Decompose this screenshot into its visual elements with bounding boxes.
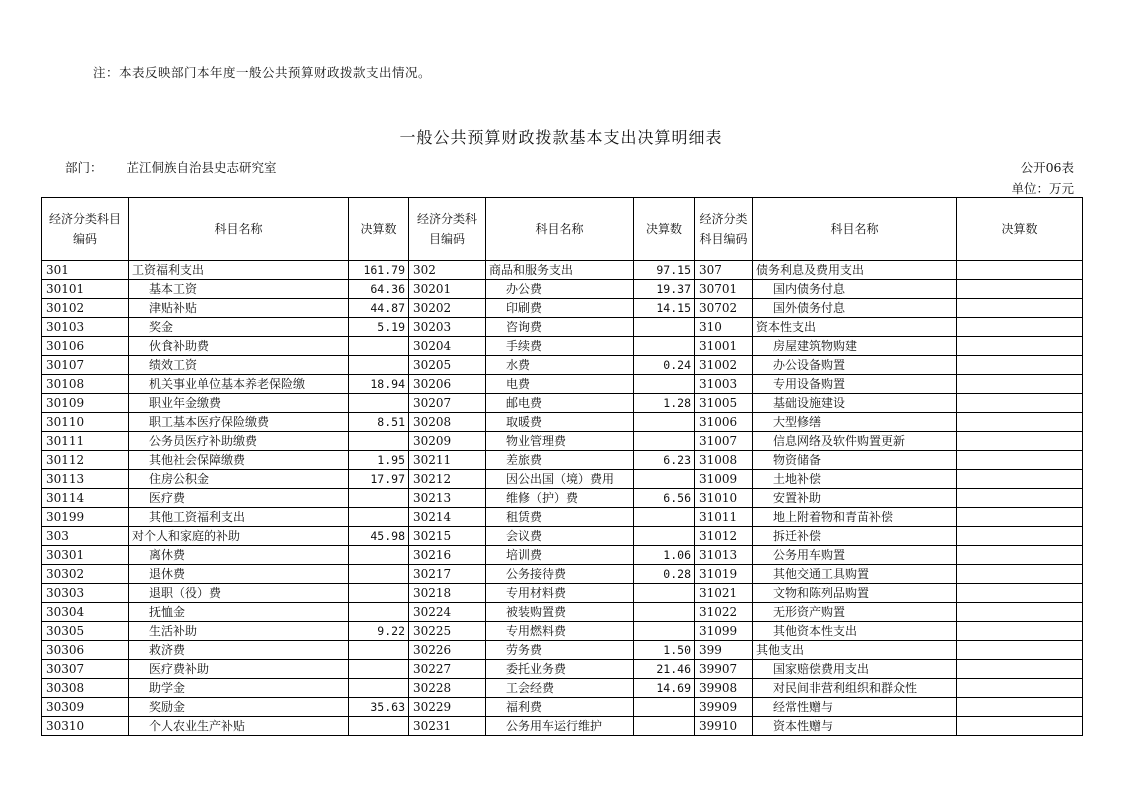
cell-code: 30218 xyxy=(409,584,486,603)
cell-amount: 8.51 xyxy=(349,413,409,432)
cell-code: 30305 xyxy=(42,622,129,641)
cell-amount xyxy=(957,546,1083,565)
header-code-left: 经济分类科目编码 xyxy=(42,198,129,261)
cell-code: 30214 xyxy=(409,508,486,527)
cell-code: 30215 xyxy=(409,527,486,546)
cell-amount: 1.06 xyxy=(634,546,695,565)
cell-name: 安置补助 xyxy=(753,489,957,508)
expenditure-table xyxy=(41,197,1083,736)
cell-amount xyxy=(957,603,1083,622)
cell-code: 31019 xyxy=(695,565,753,584)
cell-name: 国内债务付息 xyxy=(753,280,957,299)
cell-amount: 45.98 xyxy=(349,527,409,546)
table-note: 注：本表反映部门本年度一般公共预算财政拨款支出情况。 xyxy=(93,65,432,80)
table-row xyxy=(42,565,1083,584)
cell-amount xyxy=(349,546,409,565)
table-code: 公开06表 xyxy=(1020,160,1074,175)
cell-code: 30302 xyxy=(42,565,129,584)
cell-name: 办公设备购置 xyxy=(753,356,957,375)
cell-name: 津贴补贴 xyxy=(129,299,349,318)
cell-name: 住房公积金 xyxy=(129,470,349,489)
cell-amount xyxy=(957,451,1083,470)
cell-name: 电费 xyxy=(486,375,634,394)
cell-name: 救济费 xyxy=(129,641,349,660)
cell-name: 租赁费 xyxy=(486,508,634,527)
cell-code: 31001 xyxy=(695,337,753,356)
table-row xyxy=(42,356,1083,375)
table-row xyxy=(42,280,1083,299)
cell-amount xyxy=(349,641,409,660)
cell-code: 30106 xyxy=(42,337,129,356)
cell-name: 奖励金 xyxy=(129,698,349,717)
cell-code: 303 xyxy=(42,527,129,546)
unit-label: 单位：万元 xyxy=(1011,181,1074,196)
cell-name: 文物和陈列品购置 xyxy=(753,584,957,603)
cell-amount xyxy=(957,432,1083,451)
cell-amount xyxy=(634,337,695,356)
cell-name: 公务员医疗补助缴费 xyxy=(129,432,349,451)
cell-code: 30111 xyxy=(42,432,129,451)
cell-amount: 19.37 xyxy=(634,280,695,299)
cell-amount xyxy=(957,508,1083,527)
cell-code: 30212 xyxy=(409,470,486,489)
cell-code: 399 xyxy=(695,641,753,660)
cell-name: 职工基本医疗保险缴费 xyxy=(129,413,349,432)
cell-code: 31008 xyxy=(695,451,753,470)
cell-name: 医疗费 xyxy=(129,489,349,508)
cell-amount xyxy=(957,261,1083,280)
cell-code: 39907 xyxy=(695,660,753,679)
cell-name: 离休费 xyxy=(129,546,349,565)
cell-name: 会议费 xyxy=(486,527,634,546)
cell-amount xyxy=(634,413,695,432)
cell-name: 其他支出 xyxy=(753,641,957,660)
cell-code: 30113 xyxy=(42,470,129,489)
cell-code: 39910 xyxy=(695,717,753,736)
cell-code: 30114 xyxy=(42,489,129,508)
cell-amount xyxy=(634,603,695,622)
cell-code: 30211 xyxy=(409,451,486,470)
cell-amount xyxy=(957,318,1083,337)
cell-amount: 35.63 xyxy=(349,698,409,717)
cell-code: 31003 xyxy=(695,375,753,394)
cell-code: 30216 xyxy=(409,546,486,565)
table-row xyxy=(42,318,1083,337)
cell-code: 39908 xyxy=(695,679,753,698)
cell-amount: 14.69 xyxy=(634,679,695,698)
cell-code: 30202 xyxy=(409,299,486,318)
cell-name: 专用材料费 xyxy=(486,584,634,603)
cell-code: 31010 xyxy=(695,489,753,508)
cell-name: 其他社会保障缴费 xyxy=(129,451,349,470)
cell-amount xyxy=(957,717,1083,736)
table-header-row xyxy=(42,198,1083,261)
header-name-left: 科目名称 xyxy=(129,198,349,261)
cell-amount: 0.28 xyxy=(634,565,695,584)
cell-code: 30225 xyxy=(409,622,486,641)
department-label: 部门： xyxy=(65,160,103,175)
cell-code: 31005 xyxy=(695,394,753,413)
cell-amount: 6.56 xyxy=(634,489,695,508)
cell-amount: 0.24 xyxy=(634,356,695,375)
cell-code: 30102 xyxy=(42,299,129,318)
department-line xyxy=(65,158,277,176)
cell-code: 30101 xyxy=(42,280,129,299)
cell-name: 信息网络及软件购置更新 xyxy=(753,432,957,451)
cell-amount xyxy=(957,641,1083,660)
cell-name: 资本性支出 xyxy=(753,318,957,337)
cell-name: 生活补助 xyxy=(129,622,349,641)
table-row xyxy=(42,546,1083,565)
table-row xyxy=(42,432,1083,451)
cell-name: 劳务费 xyxy=(486,641,634,660)
cell-amount xyxy=(349,717,409,736)
cell-name: 公务接待费 xyxy=(486,565,634,584)
cell-name: 福利费 xyxy=(486,698,634,717)
cell-code: 30209 xyxy=(409,432,486,451)
cell-amount xyxy=(634,698,695,717)
page-title: 一般公共预算财政拨款基本支出决算明细表 xyxy=(399,128,723,147)
cell-amount xyxy=(957,565,1083,584)
cell-name: 个人农业生产补贴 xyxy=(129,717,349,736)
cell-amount xyxy=(957,679,1083,698)
table-row xyxy=(42,717,1083,736)
cell-amount xyxy=(349,337,409,356)
header-code-right: 经济分类科目编码 xyxy=(695,198,753,261)
cell-name: 退休费 xyxy=(129,565,349,584)
cell-amount xyxy=(349,603,409,622)
cell-code: 30112 xyxy=(42,451,129,470)
cell-code: 30217 xyxy=(409,565,486,584)
cell-amount xyxy=(957,584,1083,603)
cell-code: 30310 xyxy=(42,717,129,736)
cell-code: 30702 xyxy=(695,299,753,318)
cell-code: 30303 xyxy=(42,584,129,603)
cell-name: 基本工资 xyxy=(129,280,349,299)
table-row xyxy=(42,413,1083,432)
cell-code: 30207 xyxy=(409,394,486,413)
cell-amount: 6.23 xyxy=(634,451,695,470)
cell-amount xyxy=(634,584,695,603)
cell-code: 30201 xyxy=(409,280,486,299)
cell-name: 无形资产购置 xyxy=(753,603,957,622)
cell-name: 基础设施建设 xyxy=(753,394,957,413)
cell-name: 物资储备 xyxy=(753,451,957,470)
cell-name: 取暖费 xyxy=(486,413,634,432)
cell-name: 专用设备购置 xyxy=(753,375,957,394)
cell-name: 专用燃料费 xyxy=(486,622,634,641)
cell-amount xyxy=(957,375,1083,394)
cell-amount: 18.94 xyxy=(349,375,409,394)
cell-code: 30229 xyxy=(409,698,486,717)
cell-amount: 1.50 xyxy=(634,641,695,660)
cell-amount: 14.15 xyxy=(634,299,695,318)
cell-name: 物业管理费 xyxy=(486,432,634,451)
table-row xyxy=(42,584,1083,603)
cell-code: 30110 xyxy=(42,413,129,432)
cell-code: 31011 xyxy=(695,508,753,527)
cell-code: 30701 xyxy=(695,280,753,299)
cell-name: 奖金 xyxy=(129,318,349,337)
cell-amount xyxy=(349,394,409,413)
cell-name: 被装购置费 xyxy=(486,603,634,622)
cell-amount xyxy=(957,489,1083,508)
cell-code: 30206 xyxy=(409,375,486,394)
cell-amount xyxy=(957,622,1083,641)
cell-amount: 21.46 xyxy=(634,660,695,679)
cell-name: 退职（役）费 xyxy=(129,584,349,603)
cell-code: 30208 xyxy=(409,413,486,432)
header-amount-mid: 决算数 xyxy=(634,198,695,261)
cell-amount xyxy=(634,318,695,337)
cell-code: 30107 xyxy=(42,356,129,375)
table-row xyxy=(42,527,1083,546)
cell-name: 商品和服务支出 xyxy=(486,261,634,280)
cell-name: 办公费 xyxy=(486,280,634,299)
table-row xyxy=(42,375,1083,394)
cell-amount xyxy=(349,508,409,527)
cell-name: 委托业务费 xyxy=(486,660,634,679)
cell-amount xyxy=(349,565,409,584)
cell-amount xyxy=(957,660,1083,679)
cell-name: 国家赔偿费用支出 xyxy=(753,660,957,679)
cell-code: 30103 xyxy=(42,318,129,337)
cell-name: 助学金 xyxy=(129,679,349,698)
cell-name: 公务用车运行维护 xyxy=(486,717,634,736)
cell-amount xyxy=(634,470,695,489)
cell-code: 30307 xyxy=(42,660,129,679)
cell-amount xyxy=(957,413,1083,432)
cell-name: 咨询费 xyxy=(486,318,634,337)
cell-code: 31099 xyxy=(695,622,753,641)
cell-amount xyxy=(957,527,1083,546)
cell-name: 机关事业单位基本养老保险缴 xyxy=(129,375,349,394)
cell-code: 30109 xyxy=(42,394,129,413)
cell-code: 31009 xyxy=(695,470,753,489)
cell-code: 302 xyxy=(409,261,486,280)
cell-amount xyxy=(957,698,1083,717)
header-amount-right: 决算数 xyxy=(957,198,1083,261)
cell-code: 30308 xyxy=(42,679,129,698)
header-code-mid: 经济分类科目编码 xyxy=(409,198,486,261)
cell-amount xyxy=(634,717,695,736)
cell-name: 大型修缮 xyxy=(753,413,957,432)
table-row xyxy=(42,299,1083,318)
cell-name: 经常性赠与 xyxy=(753,698,957,717)
cell-amount xyxy=(349,356,409,375)
cell-name: 手续费 xyxy=(486,337,634,356)
cell-name: 其他工资福利支出 xyxy=(129,508,349,527)
cell-name: 医疗费补助 xyxy=(129,660,349,679)
cell-code: 30304 xyxy=(42,603,129,622)
cell-code: 30231 xyxy=(409,717,486,736)
cell-code: 30224 xyxy=(409,603,486,622)
cell-name: 资本性赠与 xyxy=(753,717,957,736)
cell-amount xyxy=(957,280,1083,299)
table-row xyxy=(42,603,1083,622)
cell-name: 地上附着物和青苗补偿 xyxy=(753,508,957,527)
cell-name: 绩效工资 xyxy=(129,356,349,375)
cell-amount: 9.22 xyxy=(349,622,409,641)
department-value: 芷江侗族自治县史志研究室 xyxy=(126,160,277,175)
cell-amount xyxy=(349,679,409,698)
cell-code: 30203 xyxy=(409,318,486,337)
cell-name: 国外债务付息 xyxy=(753,299,957,318)
cell-name: 其他交通工具购置 xyxy=(753,565,957,584)
cell-code: 30213 xyxy=(409,489,486,508)
table-row xyxy=(42,451,1083,470)
cell-code: 301 xyxy=(42,261,129,280)
cell-code: 30227 xyxy=(409,660,486,679)
cell-code: 31012 xyxy=(695,527,753,546)
cell-code: 310 xyxy=(695,318,753,337)
table-row xyxy=(42,470,1083,489)
cell-amount xyxy=(634,622,695,641)
cell-code: 30205 xyxy=(409,356,486,375)
cell-amount xyxy=(634,508,695,527)
cell-code: 31013 xyxy=(695,546,753,565)
cell-amount xyxy=(957,470,1083,489)
cell-amount: 64.36 xyxy=(349,280,409,299)
cell-amount xyxy=(957,394,1083,413)
cell-name: 因公出国（境）费用 xyxy=(486,470,634,489)
cell-code: 30309 xyxy=(42,698,129,717)
cell-name: 债务利息及费用支出 xyxy=(753,261,957,280)
cell-amount xyxy=(957,356,1083,375)
cell-amount xyxy=(634,432,695,451)
table-row xyxy=(42,261,1083,280)
cell-code: 307 xyxy=(695,261,753,280)
cell-name: 对民间非营利组织和群众性 xyxy=(753,679,957,698)
cell-code: 30108 xyxy=(42,375,129,394)
table-row xyxy=(42,508,1083,527)
cell-name: 对个人和家庭的补助 xyxy=(129,527,349,546)
cell-amount: 17.97 xyxy=(349,470,409,489)
cell-amount xyxy=(634,527,695,546)
cell-amount xyxy=(957,299,1083,318)
cell-amount xyxy=(634,375,695,394)
cell-code: 31007 xyxy=(695,432,753,451)
cell-name: 工会经费 xyxy=(486,679,634,698)
table-row xyxy=(42,337,1083,356)
cell-amount xyxy=(349,489,409,508)
cell-code: 31021 xyxy=(695,584,753,603)
cell-amount: 5.19 xyxy=(349,318,409,337)
cell-name: 公务用车购置 xyxy=(753,546,957,565)
cell-amount xyxy=(349,584,409,603)
cell-amount: 161.79 xyxy=(349,261,409,280)
cell-name: 工资福利支出 xyxy=(129,261,349,280)
cell-amount: 1.28 xyxy=(634,394,695,413)
cell-code: 39909 xyxy=(695,698,753,717)
header-amount-left: 决算数 xyxy=(349,198,409,261)
cell-amount: 97.15 xyxy=(634,261,695,280)
cell-code: 30306 xyxy=(42,641,129,660)
cell-name: 其他资本性支出 xyxy=(753,622,957,641)
cell-code: 31002 xyxy=(695,356,753,375)
cell-name: 职业年金缴费 xyxy=(129,394,349,413)
table-row xyxy=(42,679,1083,698)
cell-amount: 1.95 xyxy=(349,451,409,470)
cell-name: 印刷费 xyxy=(486,299,634,318)
cell-name: 维修（护）费 xyxy=(486,489,634,508)
cell-name: 邮电费 xyxy=(486,394,634,413)
cell-code: 31022 xyxy=(695,603,753,622)
cell-name: 拆迁补偿 xyxy=(753,527,957,546)
header-name-right: 科目名称 xyxy=(753,198,957,261)
cell-name: 房屋建筑物购建 xyxy=(753,337,957,356)
cell-code: 30226 xyxy=(409,641,486,660)
table-row xyxy=(42,698,1083,717)
cell-name: 抚恤金 xyxy=(129,603,349,622)
cell-code: 30301 xyxy=(42,546,129,565)
cell-amount xyxy=(349,660,409,679)
cell-amount xyxy=(349,432,409,451)
cell-code: 30204 xyxy=(409,337,486,356)
cell-name: 差旅费 xyxy=(486,451,634,470)
cell-name: 伙食补助费 xyxy=(129,337,349,356)
header-name-mid: 科目名称 xyxy=(486,198,634,261)
table-row xyxy=(42,394,1083,413)
cell-code: 30228 xyxy=(409,679,486,698)
cell-name: 培训费 xyxy=(486,546,634,565)
table-row xyxy=(42,641,1083,660)
cell-amount: 44.87 xyxy=(349,299,409,318)
cell-code: 30199 xyxy=(42,508,129,527)
cell-code: 31006 xyxy=(695,413,753,432)
table-row xyxy=(42,489,1083,508)
table-row xyxy=(42,660,1083,679)
table-row xyxy=(42,622,1083,641)
cell-name: 土地补偿 xyxy=(753,470,957,489)
cell-name: 水费 xyxy=(486,356,634,375)
cell-amount xyxy=(957,337,1083,356)
